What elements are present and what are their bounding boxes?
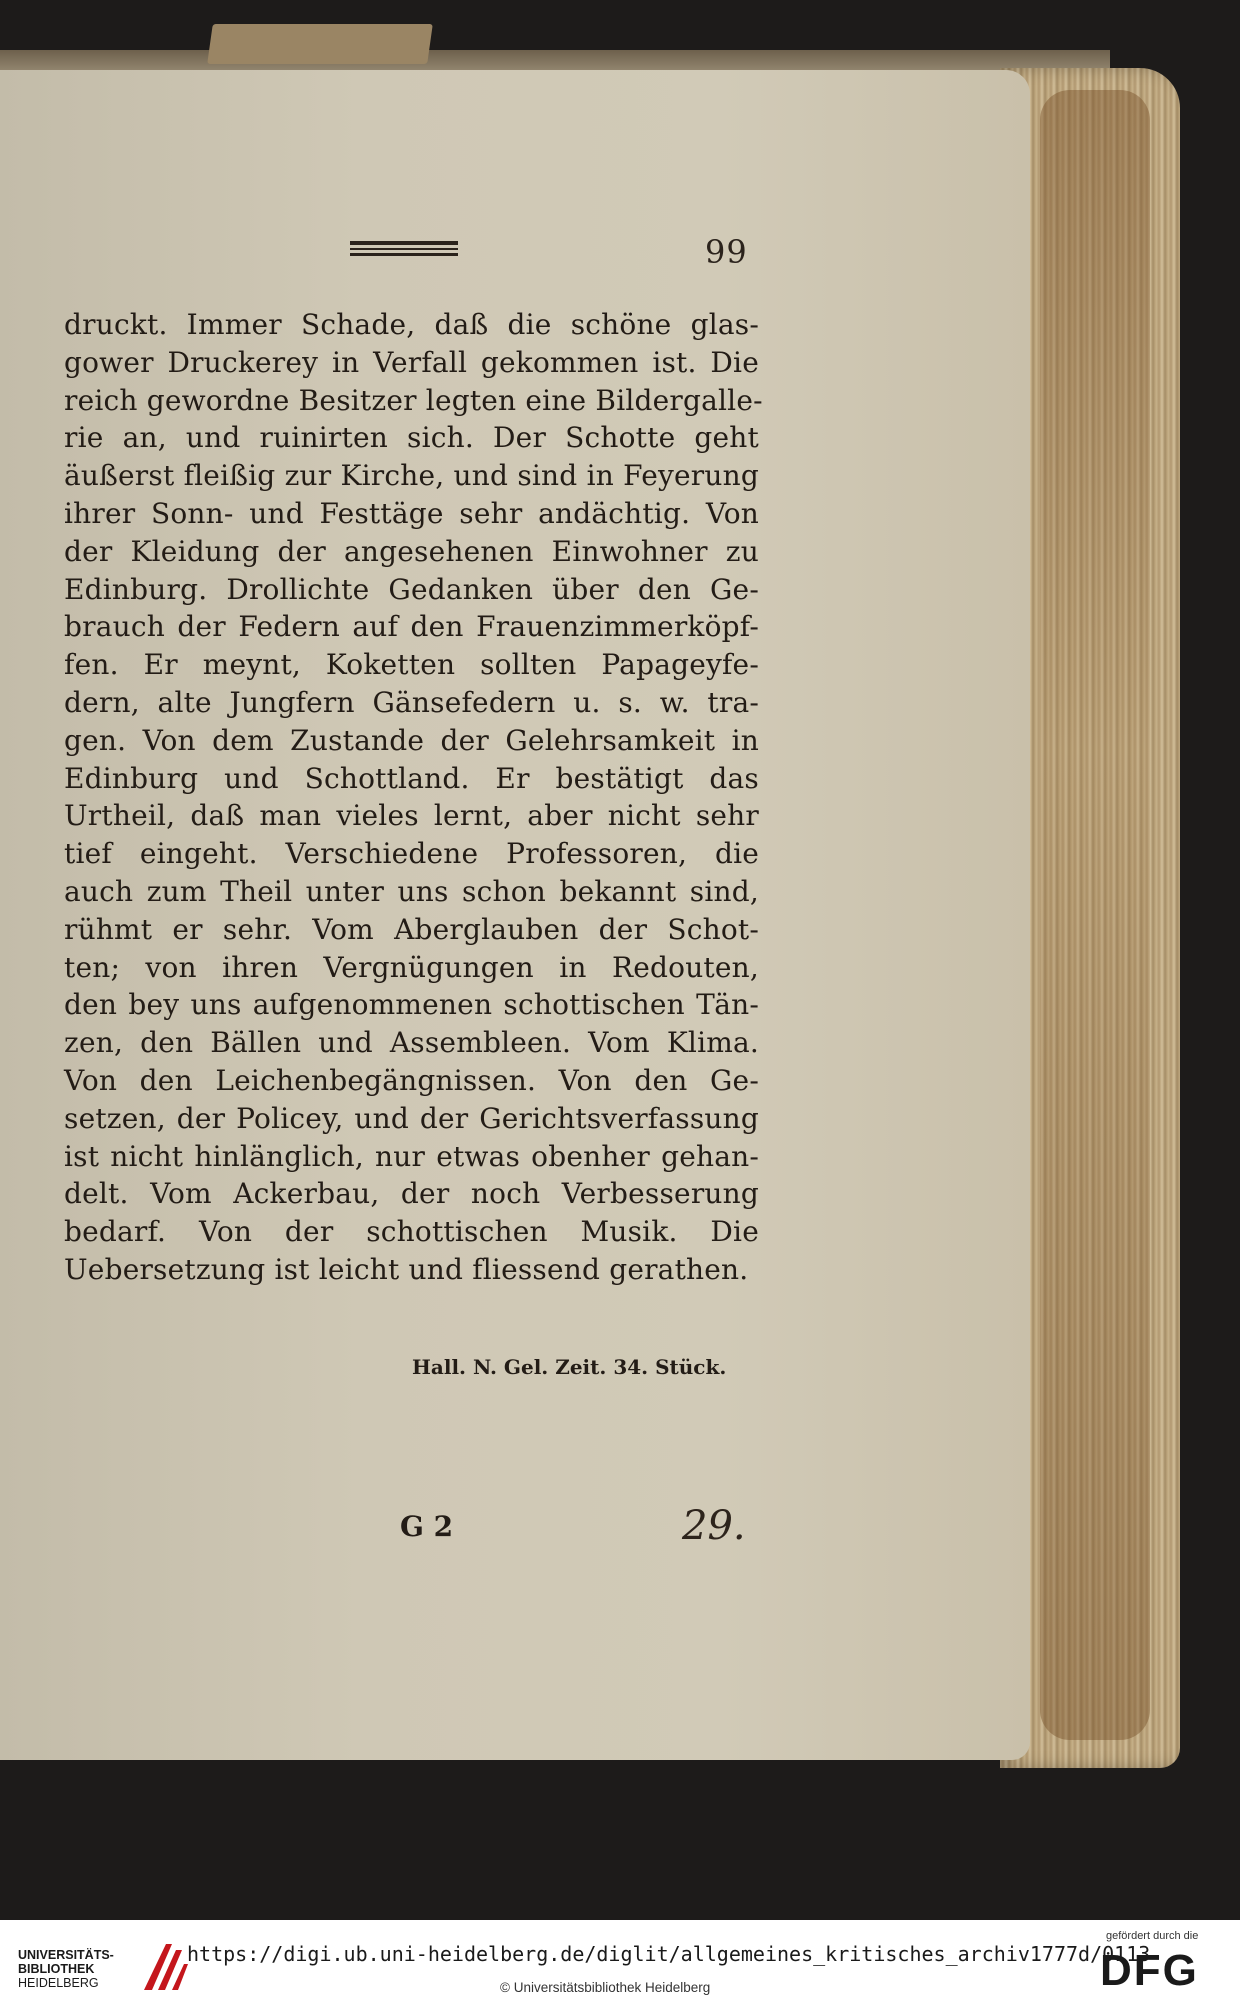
library-emblem-icon — [138, 1936, 190, 1996]
library-name-line1: UNIVERSITÄTS- — [18, 1948, 114, 1962]
text-line: setzen, der Policey, und der Gerichtsverfassung — [64, 1101, 759, 1135]
library-logo[interactable] — [18, 1936, 178, 2000]
text-line: druckt. Immer Schade, daß die schöne glas- — [64, 308, 759, 341]
signature-mark: G 2 — [400, 1510, 454, 1543]
text-line: ist nicht hinlänglich, nur etwas obenher gehan- — [64, 1139, 759, 1173]
handwritten-number: 29. — [682, 1503, 746, 1549]
text-line: der Kleidung der angesehenen Einwohner zu — [64, 534, 759, 568]
library-name-line2: BIBLIOTHEK — [18, 1962, 95, 1976]
fore-edge-stain — [1040, 90, 1150, 1740]
text-line: gower Druckerey in Verfall gekommen ist. Die — [64, 345, 759, 379]
page-number: 99 — [705, 233, 748, 271]
text-line: Edinburg und Schottland. Er bestätigt das — [64, 761, 759, 795]
header-rule — [350, 241, 458, 257]
library-name-line3: HEIDELBERG — [18, 1976, 99, 1990]
text-line: Urtheil, daß man vieles lernt, aber nicht sehr — [64, 799, 759, 833]
text-line: brauch der Federn auf den Frauenzimmerköpf- — [64, 610, 759, 644]
page-url-link[interactable]: https://digi.ub.uni-heidelberg.de/diglit/allgemeines_kritisches_archiv1777d/0113 — [187, 1942, 1151, 1966]
text-line: äußerst fleißig zur Kirche, und sind in Feyerung — [64, 459, 759, 493]
text-line: ten; von ihren Vergnügungen in Redouten, — [64, 950, 759, 984]
dfg-logo-block[interactable] — [1100, 1930, 1224, 2000]
text-line: zen, den Bällen und Assembleen. Vom Klima. — [64, 1026, 759, 1060]
text-line: auch zum Theil unter uns schon bekannt sind, — [64, 874, 759, 908]
text-line: den bey uns aufgenommenen schottischen Tän- — [64, 988, 759, 1022]
text-line: tief eingeht. Verschiedene Professoren, die — [64, 837, 759, 871]
copyright-notice: © Universitätsbibliothek Heidelberg — [500, 1980, 711, 1995]
text-line: bedarf. Von der schottischen Musik. Die — [64, 1215, 759, 1249]
body-text — [64, 306, 763, 1289]
text-line: rie an, und ruinirten sich. Der Schotte geht — [64, 421, 759, 455]
text-line: ihrer Sonn- und Festtäge sehr andächtig. Von — [64, 496, 759, 530]
text-line: rühmt er sehr. Vom Aberglauben der Schot- — [64, 912, 759, 946]
text-line: fen. Er meynt, Koketten sollten Papageyfe- — [64, 648, 759, 682]
text-line: delt. Vom Ackerbau, der noch Verbesserung — [64, 1177, 759, 1211]
page-corner-fold — [207, 24, 433, 64]
dfg-logo-icon: DFG — [1100, 1946, 1199, 1995]
text-line: Von den Leichenbegängnissen. Von den Ge- — [64, 1063, 759, 1097]
text-line: gen. Von dem Zustande der Gelehrsamkeit in — [64, 723, 759, 757]
text-line: dern, alte Jungfern Gänsefedern u. s. w. tra- — [64, 685, 759, 719]
text-line: Uebersetzung ist leicht und fliessend gerathen. — [64, 1252, 749, 1286]
source-citation: Hall. N. Gel. Zeit. 34. Stück. — [412, 1355, 727, 1379]
dfg-caption: gefördert durch die — [1106, 1930, 1199, 1942]
viewer-footer — [0, 1920, 1240, 2010]
text-line: Edinburg. Drollichte Gedanken über den Ge- — [64, 572, 759, 606]
text-line: reich gewordne Besitzer legten eine Bildergalle- — [64, 383, 763, 417]
